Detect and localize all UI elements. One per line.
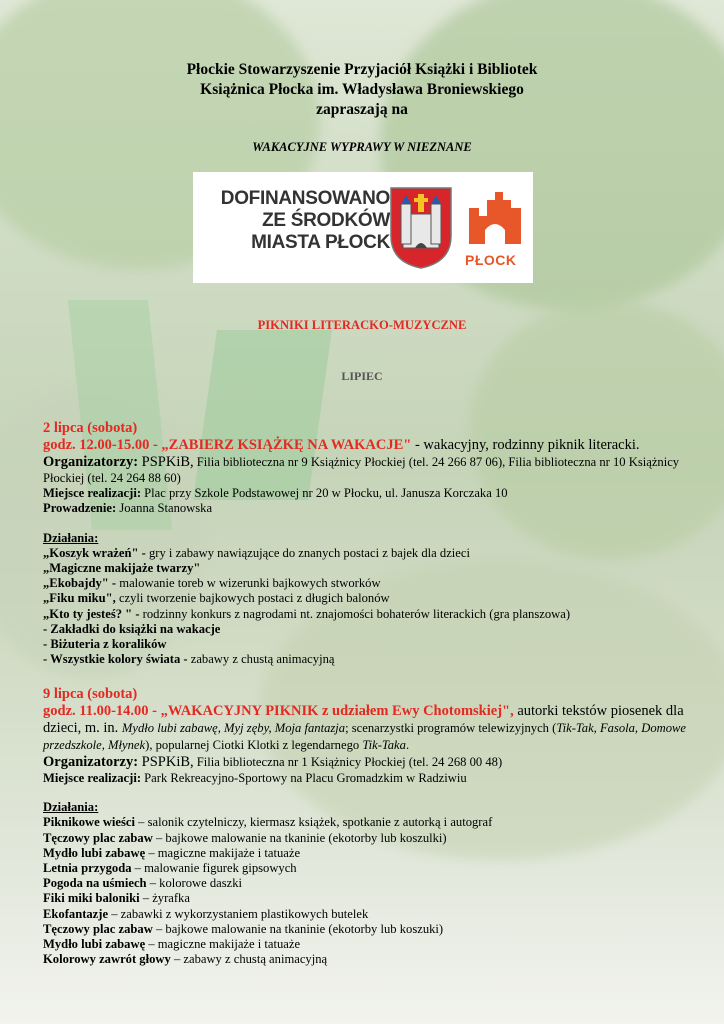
plock-city-label: PŁOCK [465,252,517,268]
event-1-date: 2 lipca (sobota) [43,420,138,436]
list-item: Mydło lubi zabawę – magiczne makijaże i tatuaże [43,845,301,860]
organizer-line-3: zapraszają na [316,101,408,118]
organizer-line-2: Książnica Płocka im. Władysława Broniewskiego [200,81,524,98]
event-2-organizers-label: Organizatorzy: [43,754,139,770]
plock-city-logo-icon [467,190,523,246]
list-item: Tęczowy plac zabaw – bajkowe malowanie na tkaninie (ekotorby lub koszuki) [43,921,444,936]
event-2-organizers: Filia biblioteczna nr 1 Książnicy Płockiej (tel. 24 268 00 48) [193,755,503,769]
logo-text-2: ZE ŚRODKÓW [262,210,390,231]
sponsor-logo [193,172,533,283]
event-series-title: WAKACYJNE WYPRAWY W NIEZNANE [252,140,472,154]
event-2-tiktaka: Tik-Taka [362,738,406,752]
event-2-date: 9 lipca (sobota) [43,686,138,702]
event-1-place: Plac przy Szkole Podstawowej nr 20 w Płocku, ul. Janusza Korczaka 10 [141,486,508,501]
event-1-description: - wakacyjny, rodzinny piknik literacki. [411,437,640,453]
list-item: „Koszyk wrażeń" - gry i zabawy nawiązujące do znanych postaci z bajek dla dzieci [43,545,470,560]
list-item: - Wszystkie kolory świata - zabawy z chustą animacyjną [43,652,335,667]
event-1-title: godz. 12.00-15.00 - „ZABIERZ KSIĄŻKĘ NA WAKACJE" [43,437,412,453]
logo-text-3: MIASTA PŁOCK [251,232,390,253]
event-2-description-a: autorki tekstów piosenek dla dzieci, m. in. [43,703,684,736]
event-2-organizers-main: PSPKiB, [138,754,194,770]
list-item: Piknikowe wieści – salonik czytelniczy, kiermasz książek, spotkanie z autorką i autograf [43,815,493,830]
event-1-lead-label: Prowadzenie: [43,501,117,516]
list-item: Mydło lubi zabawę – magiczne makijaże i tatuaże [43,937,301,952]
list-item: Letnia przygoda – malowanie figurek gipsowych [43,861,297,876]
event-1-organizers: Filia biblioteczna nr 9 Książnicy Płockiej (tel. 24 266 87 06), Filia biblioteczna nr 10 Książnicy Płockiej (tel. 24 264 88 60) [43,455,680,485]
event-2-description-c: ), popularnej Ciotki Klotki z legendarnego [145,738,363,752]
list-item: - Biżuteria z koralików [43,637,167,652]
event-2-title: godz. 11.00-14.00 - „WAKACYJNY PIKNIK z udziałem Ewy Chotomskiej", [43,703,514,719]
list-item: „Fiku miku", czyli tworzenie bajkowych postaci z długich balonów [43,591,390,606]
list-item: Pogoda na uśmiech – kolorowe daszki [43,876,243,891]
list-item: Tęczowy plac zabaw – bajkowe malowanie na tkaninie (ekotorby lub koszulki) [43,830,447,845]
event-2-tv-shows: Tik-Tak, Fasola, Domowe przedszkole, Młynek [43,721,687,752]
list-item: Ekofantazje – zabawki z wykorzystaniem plastikowych butelek [43,906,369,921]
event-2-actions-list [43,815,693,967]
event-1-place-label: Miejsce realizacji: [43,486,142,501]
event-1-actions-list [43,546,693,668]
event-2-actions-label: Działania: [43,800,99,815]
list-item: Fiki miki baloniki – żyrafka [43,891,190,906]
list-item: „Kto ty jesteś? " - rodzinny konkurs z nagrodami nt. znajomości bohaterów literackich (gra planszowa) [43,606,571,621]
list-item: „Magiczne makijaże twarzy" [43,561,201,576]
event-1-organizers-label: Organizatorzy: [43,454,139,470]
event-1-actions-label: Działania: [43,530,99,545]
event-2-songs: Mydło lubi zabawę, Myj zęby, Moja fantazja [121,721,346,735]
organizer-line-1: Płockie Stowarzyszenie Przyjaciół Książki i Bibliotek [186,61,538,78]
list-item: Kolorowy zawrót głowy – zabawy z chustą animacyjną [43,952,328,967]
logo-text-1: DOFINANSOWANO [220,188,390,209]
list-item: „Ekobajdy" - malowanie toreb w wizerunki bajkowych stworków [43,576,381,591]
event-2-description-b: ; scenarzystki programów telewizyjnych ( [345,721,557,735]
event-1-lead: Joanna Stanowska [116,501,213,516]
event-2 [43,686,693,967]
event-1-organizers-main: PSPKiB, [138,454,194,470]
event-1 [43,420,693,667]
list-item: - Zakładki do książki na wakacje [43,621,221,636]
event-2-place: Park Rekreacyjno-Sportowy na Placu Gromadzkim w Radziwiu [141,771,467,785]
plock-coat-of-arms-icon [389,186,453,270]
event-2-description-d: . [405,738,410,752]
month-label: LIPIEC [341,369,383,383]
section-title: PIKNIKI LITERACKO-MUZYCZNE [257,318,467,332]
event-2-place-label: Miejsce realizacji: [43,771,142,785]
